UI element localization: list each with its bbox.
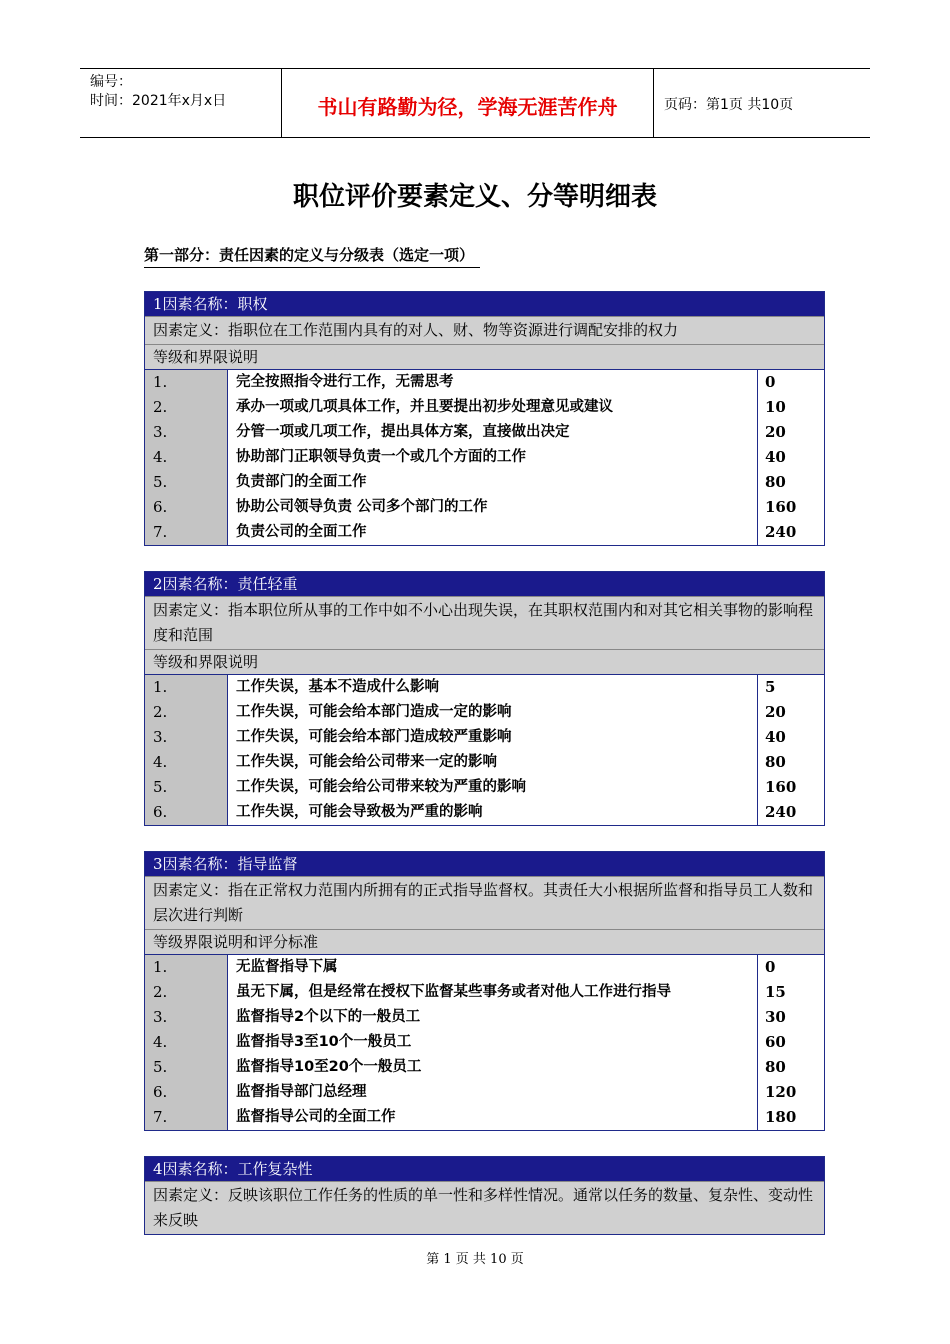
row-description: 监督指导10至20个一般员工 [236, 1059, 422, 1075]
row-description: 承办一项或几项具体工作，并且要提出初步处理意见或建议 [236, 399, 613, 415]
row-number: 1. [153, 678, 168, 696]
row-description: 分管一项或几项工作，提出具体方案，直接做出决定 [236, 424, 570, 440]
levels-label: 等级界限说明和评分标准 [145, 929, 824, 954]
row-description: 工作失误，基本不造成什么影响 [236, 679, 439, 695]
row-description: 协助公司领导负责 公司多个部门的工作 [236, 499, 488, 515]
row-description: 工作失误，可能会给本部门造成一定的影响 [236, 704, 512, 720]
row-number: 2. [153, 398, 168, 416]
row-score: 240 [765, 803, 797, 821]
document-header [80, 68, 870, 138]
header-motto: 书山有路勤为径，学海无涯苦作舟 [282, 69, 654, 137]
row-description: 工作失误，可能会给本部门造成较严重影响 [236, 729, 512, 745]
row-score: 30 [765, 1008, 786, 1026]
row-score: 0 [765, 373, 776, 391]
row-description: 监督指导部门总经理 [236, 1084, 367, 1100]
row-score: 20 [765, 423, 786, 441]
row-description: 负责公司的全面工作 [236, 524, 367, 540]
row-number: 3. [153, 728, 168, 746]
row-number: 5. [153, 1058, 168, 1076]
row-number: 4. [153, 1033, 168, 1051]
factor-name: 1因素名称：职权 [145, 292, 824, 316]
row-score: 160 [765, 498, 797, 516]
row-number: 1. [153, 958, 168, 976]
row-description: 工作失误，可能会给公司带来较为严重的影响 [236, 779, 526, 795]
row-description: 监督指导3至10个一般员工 [236, 1034, 412, 1050]
factor-definition: 因素定义：指在正常权力范围内所拥有的正式指导监督权。其责任大小根据所监督和指导员工人数和层次进行判断 [145, 876, 824, 929]
row-number: 7. [153, 1108, 168, 1126]
factor-definition: 因素定义：指本职位所从事的工作中如不小心出现失误，在其职权范围内和对其它相关事物的影响程度和范围 [145, 596, 824, 649]
factor-table-4 [144, 1156, 825, 1235]
row-score: 160 [765, 778, 797, 796]
factor-rows [145, 954, 824, 1130]
factor-name: 4因素名称：工作复杂性 [145, 1157, 824, 1181]
levels-label: 等级和界限说明 [145, 344, 824, 369]
factor-table-3 [144, 851, 825, 1131]
code-label: 编号： [90, 74, 132, 90]
factor-name: 2因素名称：责任轻重 [145, 572, 824, 596]
factor-definition: 因素定义：反映该职位工作任务的性质的单一性和多样性情况。通常以任务的数量、复杂性、变动性来反映 [145, 1181, 824, 1234]
row-number: 2. [153, 983, 168, 1001]
row-number: 6. [153, 498, 168, 516]
row-number: 5. [153, 778, 168, 796]
levels-label: 等级和界限说明 [145, 649, 824, 674]
row-number: 6. [153, 1083, 168, 1101]
row-description: 协助部门正职领导负责一个或几个方面的工作 [236, 449, 526, 465]
row-description: 监督指导2个以下的一般员工 [236, 1009, 421, 1025]
row-description: 工作失误，可能会导致极为严重的影响 [236, 804, 483, 820]
row-score: 80 [765, 473, 786, 491]
row-score: 40 [765, 728, 786, 746]
row-description: 无监督指导下属 [236, 959, 338, 975]
factor-rows [145, 674, 824, 825]
row-number: 5. [153, 473, 168, 491]
row-number: 2. [153, 703, 168, 721]
factor-table-2 [144, 571, 825, 826]
row-number: 3. [153, 423, 168, 441]
header-page-info: 页码：第1页 共10页 [664, 97, 794, 113]
row-description: 监督指导公司的全面工作 [236, 1109, 396, 1125]
row-number: 6. [153, 803, 168, 821]
row-description: 工作失误，可能会给公司带来一定的影响 [236, 754, 497, 770]
row-score: 0 [765, 958, 776, 976]
row-number: 3. [153, 1008, 168, 1026]
row-number: 7. [153, 523, 168, 541]
row-description: 虽无下属，但是经常在授权下监督某些事务或者对他人工作进行指导 [236, 984, 671, 1000]
row-score: 40 [765, 448, 786, 466]
factor-table-1 [144, 291, 825, 546]
page-title: 职位评价要素定义、分等明细表 [292, 182, 657, 212]
row-score: 180 [765, 1108, 797, 1126]
time-label: 时间：2021年x月x日 [90, 93, 227, 109]
row-number: 4. [153, 753, 168, 771]
row-score: 10 [765, 398, 786, 416]
row-number: 1. [153, 373, 168, 391]
section-title: 第一部分：责任因素的定义与分级表（选定一项） [144, 244, 480, 268]
row-score: 80 [765, 753, 786, 771]
row-score: 20 [765, 703, 786, 721]
row-score: 60 [765, 1033, 786, 1051]
row-description: 负责部门的全面工作 [236, 474, 367, 490]
row-score: 15 [765, 983, 786, 1001]
page-footer: 第 1 页 共 10 页 [426, 1252, 524, 1267]
row-score: 80 [765, 1058, 786, 1076]
row-number: 4. [153, 448, 168, 466]
row-score: 120 [765, 1083, 797, 1101]
header-meta [80, 69, 282, 137]
row-score: 240 [765, 523, 797, 541]
row-score: 5 [765, 678, 776, 696]
factor-name: 3因素名称：指导监督 [145, 852, 824, 876]
row-description: 完全按照指令进行工作，无需思考 [236, 374, 454, 390]
factor-rows [145, 369, 824, 545]
factor-definition: 因素定义：指职位在工作范围内具有的对人、财、物等资源进行调配安排的权力 [145, 316, 824, 344]
